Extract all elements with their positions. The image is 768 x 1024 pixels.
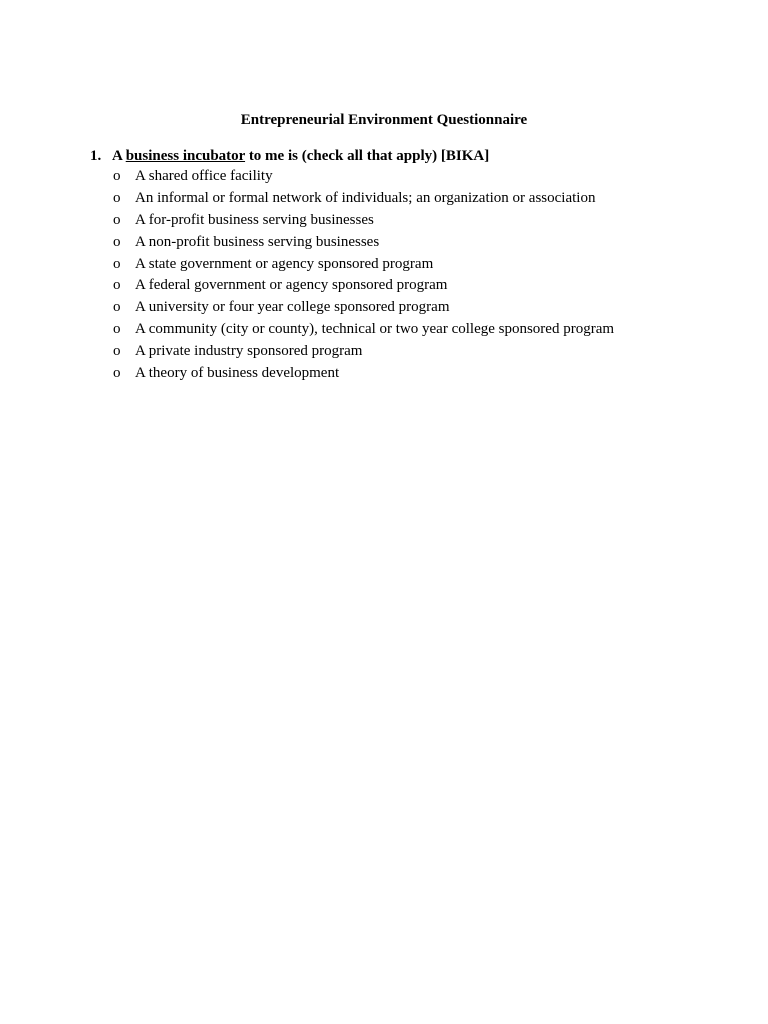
checkbox-bullet[interactable]: o bbox=[113, 168, 121, 184]
answer-option[interactable] bbox=[90, 363, 730, 385]
checkbox-bullet[interactable]: o bbox=[113, 321, 121, 338]
answer-options-list bbox=[90, 166, 730, 385]
question-prefix: A bbox=[111, 148, 122, 164]
answer-option[interactable] bbox=[90, 319, 730, 341]
option-label: A state government or agency sponsored program bbox=[135, 255, 434, 272]
checkbox-bullet[interactable]: o bbox=[113, 189, 121, 206]
question-term: business incubator bbox=[125, 148, 246, 164]
option-label: A theory of business development bbox=[135, 365, 340, 382]
page-title: Entrepreneurial Environment Questionnaire bbox=[240, 112, 528, 128]
option-label: A shared office facility bbox=[135, 168, 273, 184]
checkbox-bullet[interactable]: o bbox=[113, 365, 121, 382]
answer-option[interactable] bbox=[90, 341, 730, 363]
option-label: A private industry sponsored program bbox=[135, 343, 363, 360]
checkbox-bullet[interactable]: o bbox=[113, 299, 121, 316]
option-label: A non-profit business serving businesses bbox=[135, 233, 380, 250]
checkbox-bullet[interactable]: o bbox=[113, 277, 121, 294]
question-suffix: to me is (check all that apply) [BIKA] bbox=[248, 148, 490, 164]
answer-option[interactable] bbox=[90, 254, 730, 276]
answer-option[interactable] bbox=[90, 297, 730, 319]
checkbox-bullet[interactable]: o bbox=[113, 233, 121, 250]
option-label: A university or four year college sponsored program bbox=[135, 299, 450, 316]
option-label: A federal government or agency sponsored program bbox=[135, 277, 448, 294]
checkbox-bullet[interactable]: o bbox=[113, 255, 121, 272]
option-label: A for-profit business serving businesses bbox=[135, 211, 374, 228]
question-number: 1. bbox=[90, 148, 102, 164]
question-text bbox=[90, 146, 730, 166]
option-label: A community (city or county), technical or two year college sponsored program bbox=[135, 321, 615, 338]
answer-option[interactable] bbox=[90, 188, 730, 210]
checkbox-bullet[interactable]: o bbox=[113, 211, 121, 228]
option-label: An informal or formal network of individuals; an organization or association bbox=[135, 189, 596, 206]
answer-option[interactable] bbox=[90, 232, 730, 254]
answer-option[interactable] bbox=[90, 210, 730, 232]
checkbox-bullet[interactable]: o bbox=[113, 343, 121, 360]
answer-option[interactable] bbox=[90, 275, 730, 297]
answer-option[interactable] bbox=[90, 166, 730, 188]
question-1 bbox=[90, 146, 730, 385]
